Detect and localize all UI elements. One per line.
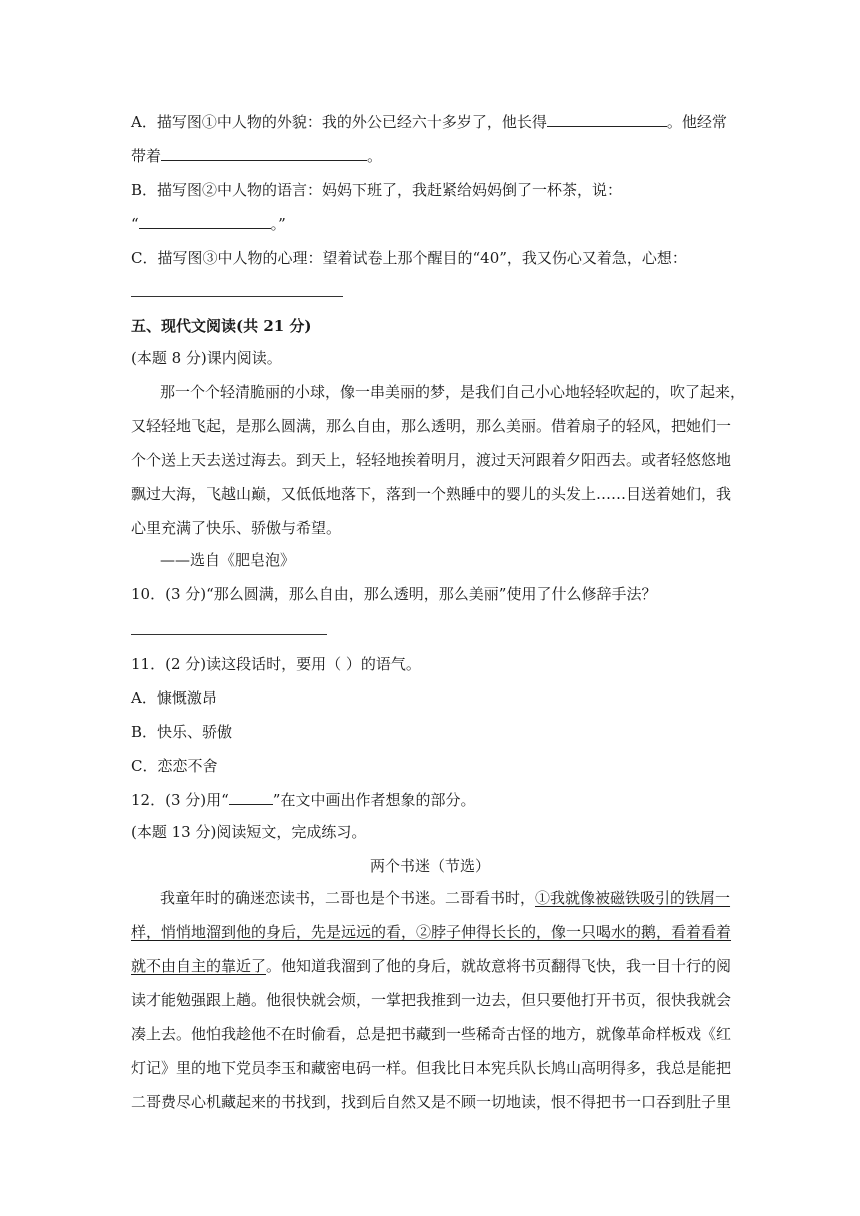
passage2-title: 两个书迷（节选） <box>369 857 490 875</box>
passage1-line: 飘过大海，飞越山巅，又低低地落下，落到一个熟睡中的婴儿的头发上……目送着她们，我 <box>131 485 732 503</box>
passage1-line: 个个送上天去送过海去。到天上，轻轻地挨着明月，渡过天河跟着夕阳西去。或者轻悠悠地 <box>131 451 732 469</box>
question-10: 10．(3 分)“那么圆满，那么自由，那么透明，那么美丽”使用了什么修辞手法？ <box>131 585 657 603</box>
passage1-line: 那一个个轻清脆丽的小球，像一串美丽的梦，是我们自己小心地轻轻吹起的，吹了起来， <box>160 383 746 401</box>
passage1-line: 心里充满了快乐、骄傲与希望。 <box>131 519 342 537</box>
question-a-period: 。 <box>367 147 383 165</box>
answer-blank[interactable] <box>139 214 271 229</box>
question-a-text-end: 。他经常 <box>666 113 727 131</box>
question-11: 11．(2 分)读这段话时，要用（ ）的语气。 <box>131 655 421 673</box>
underlined-sentence: 样，悄悄地溜到他的身后，先是远远的看，②脖子伸得长长的，像一只喝水的鹅，看着看着 <box>131 923 732 941</box>
passage1-source: ——选自《肥皂泡》 <box>160 551 296 569</box>
close-quote: 。” <box>270 215 286 233</box>
passage2-line: 读才能勉强跟上趟。他很快就会烦，一掌把我推到一边去，但只要他打开书页，很快我就会 <box>131 991 732 1009</box>
passage2-line <box>131 922 731 942</box>
question-12 <box>131 790 475 810</box>
question-b-line2 <box>131 214 286 234</box>
underlined-sentence: ①我就像被磁铁吸引的铁屑一 <box>535 889 731 907</box>
open-quote: “ <box>131 215 139 233</box>
passage2-line: 凑上去。他怕我趁他不在时偷看，总是把书藏到一些稀奇古怪的地方，就像革命样板戏《红 <box>131 1025 732 1043</box>
passage2-line <box>131 956 731 976</box>
passage1-intro: (本题 8 分)课内阅读。 <box>131 349 282 367</box>
passage2-text: 。他知道我溜到了他的身后，就故意将书页翻得飞快，我一目十行的阅 <box>266 957 732 975</box>
question-a-text-cont: 带着 <box>131 147 162 165</box>
passage2-line: 灯记》里的地下党员李玉和藏密电码一样。但我比日本宪兵队长鸠山高明得多，我总是能把 <box>131 1059 732 1077</box>
answer-line[interactable] <box>131 296 343 297</box>
option-a[interactable]: A．慷慨激昂 <box>131 689 217 707</box>
underline-mark <box>229 790 273 805</box>
question-a-line1 <box>131 112 727 132</box>
question-12-text-end: ”在文中画出作者想象的部分。 <box>272 791 476 809</box>
passage2-line <box>160 888 730 908</box>
question-a-text: A．描写图①中人物的外貌：我的外公已经六十多岁了，他长得 <box>131 113 547 131</box>
passage1-line: 又轻轻地飞起，是那么圆满，那么自由，那么透明，那么美丽。借着扇子的轻风，把她们一 <box>131 417 732 435</box>
answer-line[interactable] <box>131 634 327 635</box>
answer-blank[interactable] <box>547 112 667 127</box>
option-b[interactable]: B．快乐、骄傲 <box>131 723 233 741</box>
underlined-sentence: 就不由自主的靠近了 <box>131 957 267 975</box>
question-12-text: 12．(3 分)用“ <box>131 791 229 809</box>
question-c-line1: C．描写图③中人物的心理：望着试卷上那个醒目的“40”，我又伤心又着急，心想： <box>131 249 687 267</box>
passage2-line: 二哥费尽心机藏起来的书找到，找到后自然又是不顾一切地读，恨不得把书一口吞到肚子里 <box>131 1093 732 1111</box>
section-title: 五、现代文阅读(共 21 分) <box>131 317 312 335</box>
question-a-line2 <box>131 146 382 166</box>
question-b-line1: B．描写图②中人物的语言：妈妈下班了，我赶紧给妈妈倒了一杯茶，说： <box>131 181 623 199</box>
answer-blank[interactable] <box>161 146 367 161</box>
option-c[interactable]: C．恋恋不舍 <box>131 757 218 775</box>
passage2-intro: (本题 13 分)阅读短文，完成练习。 <box>131 823 367 841</box>
passage2-text: 我童年时的确迷恋读书，二哥也是个书迷。二哥看书时， <box>160 889 536 907</box>
